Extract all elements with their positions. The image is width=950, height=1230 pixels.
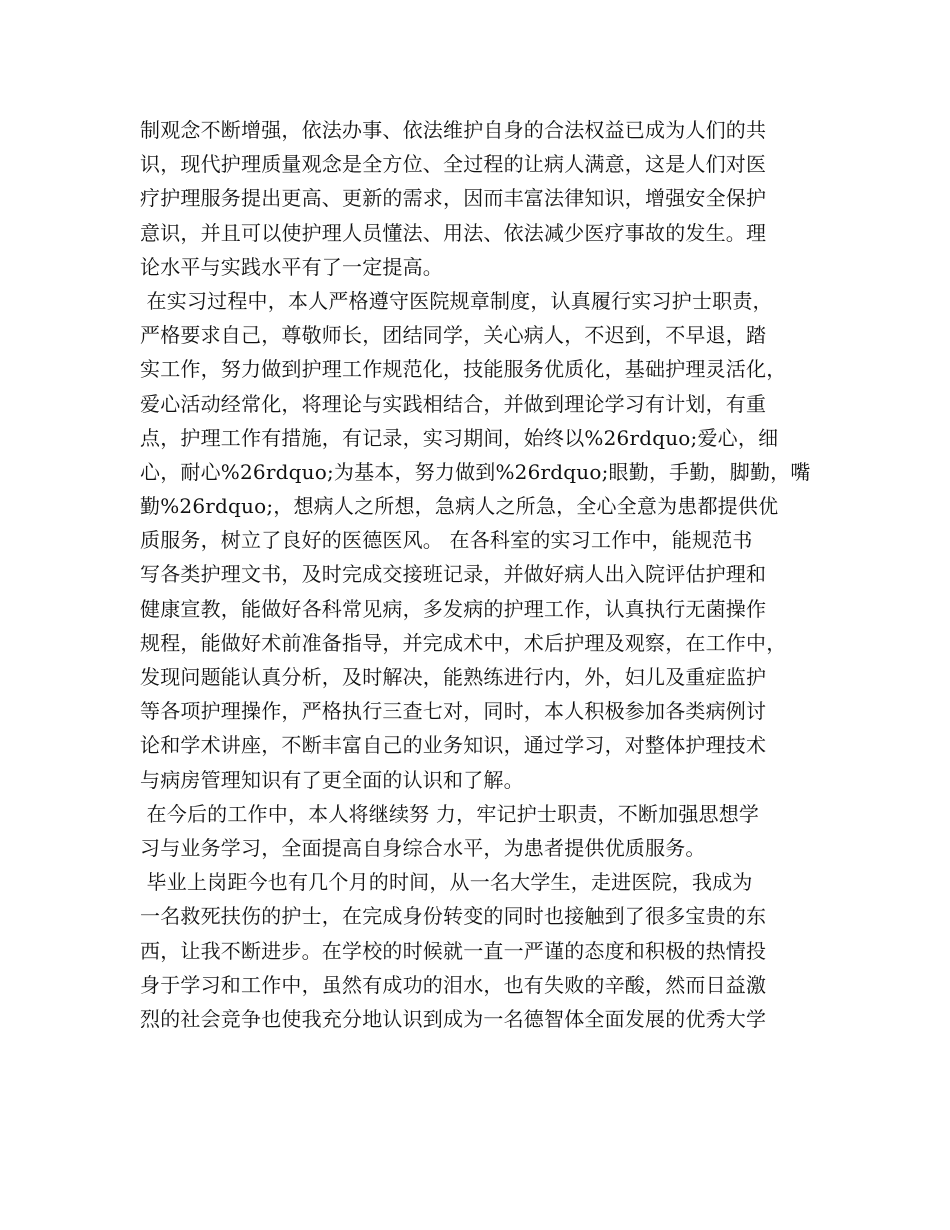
text-line: 身于学习和工作中，虽然有成功的泪水，也有失败的辛酸，然而日益激 <box>140 972 767 997</box>
text-line: 论水平与实践水平有了一定提高。 <box>140 254 443 279</box>
text-line: 爱心活动经常化，将理论与实践相结合，并做到理论学习有计划，有重 <box>140 391 767 416</box>
text-line: 毕业上岗距今也有几个月的时间，从一名大学生，走进医院，我成为 <box>140 870 753 895</box>
text-line: 意识，并且可以使护理人员懂法、用法、依法减少医疗事故的发生。理 <box>140 220 767 245</box>
text-line: 识，现代护理质量观念是全方位、全过程的让病人满意，这是人们对医 <box>140 152 767 177</box>
document-body-text <box>140 113 840 1036</box>
text-line: 等各项护理操作，严格执行三查七对，同时，本人积极参加各类病例讨 <box>140 699 767 724</box>
text-line: 在实习过程中，本人严格遵守医院规章制度，认真履行实习护士职责， <box>140 288 773 313</box>
text-line: 疗护理服务提出更高、更新的需求，因而丰富法律知识，增强安全保护 <box>140 186 767 211</box>
text-line: 点，护理工作有措施，有记录，实习期间，始终以%26rdquo;爱心，细 <box>140 425 779 450</box>
text-line: 制观念不断增强，依法办事、依法维护自身的合法权益已成为人们的共 <box>140 118 767 142</box>
text-line: 严格要求自己，尊敬师长，团结同学，关心病人，不迟到，不早退，踏 <box>140 323 767 348</box>
text-line: 健康宣教，能做好各科常见病，多发病的护理工作，认真执行无菌操作 <box>140 596 767 621</box>
text-line: 西，让我不断进步。在学校的时候就一直一严谨的态度和积极的热情投 <box>140 938 767 963</box>
text-line: 质服务，树立了良好的医德医风。 在各科室的实习工作中，能规范书 <box>140 528 753 553</box>
text-line: 发现问题能认真分析，及时解决，能熟练进行内，外，妇儿及重症监护 <box>140 665 767 689</box>
text-line: 实工作，努力做到护理工作规范化，技能服务优质化，基础护理灵活化， <box>140 357 787 382</box>
text-line: 习与业务学习，全面提高自身综合水平，为患者提供优质服务。 <box>140 835 706 860</box>
text-line: 论和学术讲座，不断丰富自己的业务知识，通过学习，对整体护理技术 <box>140 733 767 758</box>
text-line: 心，耐心%26rdquo;为基本，努力做到%26rdquo;眼勤，手勤，脚勤，嘴 <box>140 459 811 484</box>
text-line: 与病房管理知识有了更全面的认识和了解。 <box>140 767 524 792</box>
text-line: 规程，能做好术前准备指导，并完成术中，术后护理及观察，在工作中， <box>140 630 787 655</box>
text-line: 写各类护理文书，及时完成交接班记录，并做好病人出入院评估护理和 <box>140 562 767 587</box>
text-line: 在今后的工作中，本人将继续努 力，牢记护士职责，不断加强思想学 <box>140 801 760 826</box>
text-line: 勤%26rdquo;，想病人之所想，急病人之所急，全心全意为患都提供优 <box>140 494 779 519</box>
text-line: 烈的社会竞争也使我充分地认识到成为一名德智体全面发展的优秀大学 <box>140 1006 767 1031</box>
text-line: 一名救死扶伤的护士，在完成身份转变的同时也接触到了很多宝贵的东 <box>140 904 767 929</box>
